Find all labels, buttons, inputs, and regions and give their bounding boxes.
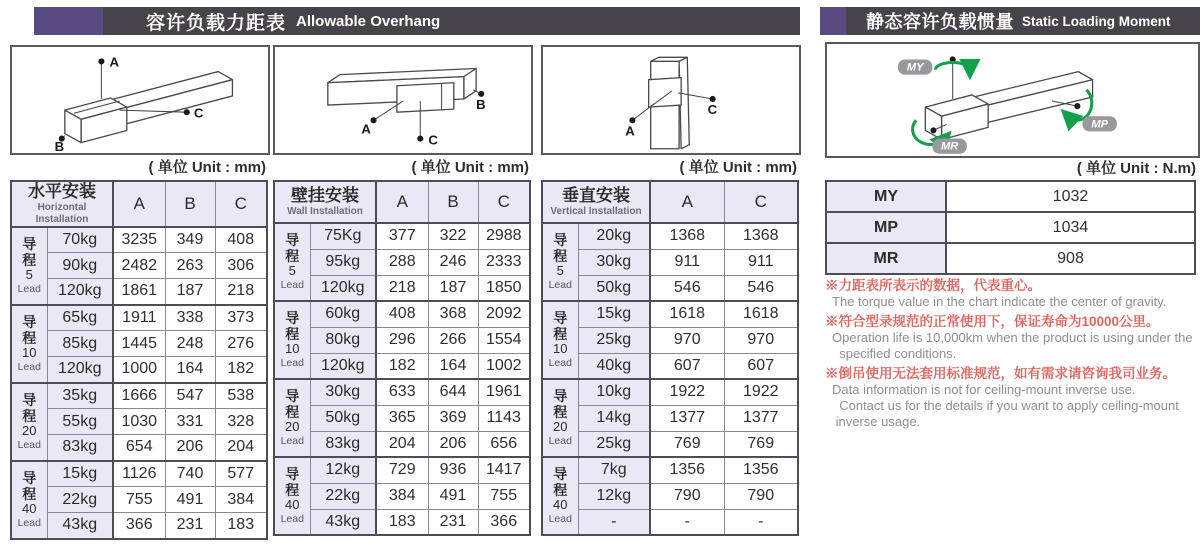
value-cell: 1618: [650, 301, 724, 327]
table-title-zh: 水平安装: [28, 182, 96, 201]
value-cell: 1554: [478, 327, 530, 353]
table-row: [11, 487, 267, 513]
lead-20-cell: 导程 20 Lead: [542, 379, 578, 457]
value-cell: 547: [165, 383, 215, 409]
value-cell: 296: [376, 327, 428, 353]
load-cell: 95kg: [310, 249, 376, 275]
load-cell: 30kg: [310, 379, 376, 405]
lead-5-cell: 导程 5 Lead: [274, 223, 310, 301]
unit-label-mm-3: ( 单位 Unit : mm): [679, 159, 797, 176]
value-cell: 755: [478, 483, 530, 509]
value-cell: 1618: [724, 301, 798, 327]
value-cell: 911: [650, 249, 724, 275]
note-chinese: ※倒吊使用无法套用标准规范，如有需求请咨询我司业务。: [825, 366, 1176, 381]
header-title-zh: 静态容许负载惯量: [866, 12, 1014, 32]
load-cell: 75Kg: [310, 223, 376, 249]
static-moment-diagram: [827, 44, 1198, 156]
load-cell: 120kg: [47, 357, 113, 383]
value-cell: 607: [650, 353, 724, 379]
moment-value: 908: [946, 243, 1195, 274]
note-chinese: ※力距表所表示的数据，代表重心。: [825, 278, 1041, 293]
value-cell: 538: [215, 383, 267, 409]
value-cell: 276: [215, 331, 267, 357]
load-cell: 120kg: [47, 279, 113, 305]
static-moment-table: [825, 180, 1196, 275]
horizontal-table-container: [10, 180, 266, 540]
load-cell: 20kg: [578, 223, 650, 249]
value-cell: 408: [376, 301, 428, 327]
value-cell: 266: [428, 327, 478, 353]
table-title-en: Horizontal Installation: [35, 201, 89, 225]
value-cell: 187: [165, 279, 215, 305]
point-c-dot: [710, 96, 716, 102]
lead-5-cell: 导程 5 Lead: [11, 227, 47, 305]
table-row: [542, 405, 798, 431]
value-cell: 1143: [478, 405, 530, 431]
col-header-a: A: [113, 181, 165, 227]
value-cell: -: [724, 509, 798, 535]
table-row: [274, 223, 530, 249]
load-cell: 120kg: [310, 275, 376, 301]
value-cell: 2482: [113, 253, 165, 279]
table-row: [542, 431, 798, 457]
value-cell: 182: [215, 357, 267, 383]
load-cell: 70kg: [47, 227, 113, 253]
value-cell: 2988: [478, 223, 530, 249]
section-header-static-moment: [820, 7, 1200, 35]
value-cell: 218: [215, 279, 267, 305]
horizontal-installation-table: [10, 180, 268, 540]
col-header-c: C: [724, 181, 798, 223]
value-cell: 1911: [113, 305, 165, 331]
load-cell: 22kg: [47, 487, 113, 513]
value-cell: 206: [165, 435, 215, 461]
value-cell: 769: [724, 431, 798, 457]
value-cell: 384: [215, 487, 267, 513]
value-cell: 231: [428, 509, 478, 535]
unit-label-mm-2: ( 单位 Unit : mm): [411, 159, 529, 176]
table-row: [274, 275, 530, 301]
value-cell: 373: [215, 305, 267, 331]
note-english: Operation life is 10,000km when the product is using under the: [832, 330, 1193, 345]
value-cell: 1961: [478, 379, 530, 405]
value-cell: 377: [376, 223, 428, 249]
value-cell: 970: [650, 327, 724, 353]
value-cell: 248: [165, 331, 215, 357]
load-cell: 14kg: [578, 405, 650, 431]
unit-label-nm: ( 单位 Unit : N.m): [1076, 160, 1196, 177]
table-title: [11, 181, 113, 227]
lead-10-cell: 导程 10 Lead: [11, 305, 47, 383]
value-cell: 338: [165, 305, 215, 331]
col-header-c: C: [215, 181, 267, 227]
table-title-en: Wall Installation: [287, 205, 363, 217]
table-title: [274, 181, 376, 223]
header-bar: [38, 7, 800, 35]
value-cell: 164: [428, 353, 478, 379]
value-cell: 3235: [113, 227, 165, 253]
load-cell: 83kg: [47, 435, 113, 461]
table-row: [274, 353, 530, 379]
load-cell: 7kg: [578, 457, 650, 483]
accent-block: [34, 7, 103, 35]
label-a: A: [625, 123, 635, 139]
table-row: [11, 279, 267, 305]
load-cell: 80kg: [310, 327, 376, 353]
table-row: [274, 327, 530, 353]
my-badge-label: MY: [906, 61, 924, 74]
label-c: C: [193, 105, 204, 121]
table-row: [542, 483, 798, 509]
horizontal-install-diagram: [12, 47, 268, 153]
table-row: [274, 379, 530, 405]
value-cell: 546: [724, 275, 798, 301]
value-cell: 204: [376, 431, 428, 457]
table-row: [11, 357, 267, 383]
table-row: [542, 509, 798, 535]
lead-10-cell: 导程 10 Lead: [542, 301, 578, 379]
table-row: [11, 383, 267, 409]
point-c-dot: [417, 136, 423, 142]
value-cell: 369: [428, 405, 478, 431]
value-cell: 183: [215, 513, 267, 539]
unit-label-mm-1: ( 单位 Unit : mm): [148, 159, 266, 176]
value-cell: 384: [376, 483, 428, 509]
value-cell: 246: [428, 249, 478, 275]
value-cell: 366: [478, 509, 530, 535]
load-cell: 90kg: [47, 253, 113, 279]
load-cell: 65kg: [47, 305, 113, 331]
value-cell: 790: [724, 483, 798, 509]
accent-block: [820, 7, 846, 35]
point-a-dot: [98, 58, 104, 64]
value-cell: 1356: [724, 457, 798, 483]
label-c: C: [707, 102, 718, 118]
lead-5-cell: 导程 5 Lead: [542, 223, 578, 301]
table-row: [11, 435, 267, 461]
value-cell: 365: [376, 405, 428, 431]
value-cell: 322: [428, 223, 478, 249]
load-cell: 10kg: [578, 379, 650, 405]
table-title-zh: 壁挂安装: [291, 186, 359, 206]
moment-value: 1032: [946, 181, 1195, 212]
value-cell: 1368: [650, 223, 724, 249]
value-cell: 970: [724, 327, 798, 353]
value-cell: 729: [376, 457, 428, 483]
table-row: [274, 405, 530, 431]
load-cell: 35kg: [47, 383, 113, 409]
section-header-allowable-overhang: [34, 7, 800, 35]
value-cell: 1126: [113, 461, 165, 487]
lead-20-cell: 导程 20 Lead: [11, 383, 47, 461]
note-english: The torque value in the chart indicate the center of gravity.: [832, 294, 1167, 309]
label-a: A: [109, 54, 120, 70]
point-c-dot: [184, 109, 190, 115]
load-cell: 50kg: [578, 275, 650, 301]
point-a-dot: [629, 117, 635, 123]
value-cell: 1356: [650, 457, 724, 483]
value-cell: 328: [215, 409, 267, 435]
horizontal-diagram-box: [10, 45, 270, 155]
table-row: [11, 461, 267, 487]
header-bar: [826, 7, 1200, 35]
load-cell: 85kg: [47, 331, 113, 357]
load-cell: -: [578, 509, 650, 535]
value-cell: 408: [215, 227, 267, 253]
value-cell: 1417: [478, 457, 530, 483]
value-cell: 644: [428, 379, 478, 405]
vertical-installation-table: [541, 180, 799, 536]
lead-20-cell: 导程 20 Lead: [274, 379, 310, 457]
table-row: [542, 275, 798, 301]
lead-40-cell: 导程 40 Lead: [274, 457, 310, 535]
moment-label: MP: [826, 212, 946, 243]
table-row: [11, 513, 267, 539]
notes: [825, 274, 1197, 430]
value-cell: 1368: [724, 223, 798, 249]
value-cell: 204: [215, 435, 267, 461]
value-cell: 368: [428, 301, 478, 327]
table-row: [542, 249, 798, 275]
label-b: B: [476, 97, 486, 113]
point-b-dot: [478, 91, 484, 97]
value-cell: 656: [478, 431, 530, 457]
value-cell: 1445: [113, 331, 165, 357]
value-cell: 755: [113, 487, 165, 513]
value-cell: 288: [376, 249, 428, 275]
wall-installation-table: [273, 180, 531, 536]
value-cell: 491: [428, 483, 478, 509]
value-cell: 491: [165, 487, 215, 513]
load-cell: 25kg: [578, 327, 650, 353]
load-cell: 22kg: [310, 483, 376, 509]
value-cell: 2333: [478, 249, 530, 275]
table-row: [826, 212, 1195, 243]
moment-label: MY: [826, 181, 946, 212]
table-row: [826, 181, 1195, 212]
header-title-en: Static Loading Moment: [1022, 13, 1171, 29]
header-title-en: Allowable Overhang: [296, 12, 441, 30]
value-cell: 206: [428, 431, 478, 457]
value-cell: 306: [215, 253, 267, 279]
wall-table-container: [273, 180, 529, 536]
value-cell: 936: [428, 457, 478, 483]
value-cell: 577: [215, 461, 267, 487]
label-b: B: [54, 138, 65, 153]
vertical-diagram-box: [541, 45, 801, 155]
value-cell: 1666: [113, 383, 165, 409]
mp-badge-label: MP: [1091, 118, 1109, 131]
table-title-en: Vertical Installation: [550, 205, 642, 217]
note-english: Contact us for the details if you want to apply ceiling-mount: [832, 398, 1179, 413]
value-cell: 182: [376, 353, 428, 379]
value-cell: 1377: [724, 405, 798, 431]
table-row: [542, 301, 798, 327]
value-cell: 607: [724, 353, 798, 379]
value-cell: 187: [428, 275, 478, 301]
value-cell: 1922: [650, 379, 724, 405]
note-chinese: ※符合型录规范的正常使用下，保证寿命为10000公里。: [825, 314, 1160, 329]
value-cell: -: [650, 509, 724, 535]
value-cell: 1850: [478, 275, 530, 301]
col-header-b: B: [165, 181, 215, 227]
table-row: [274, 457, 530, 483]
load-cell: 60kg: [310, 301, 376, 327]
table-row: [11, 253, 267, 279]
col-header-c: C: [478, 181, 530, 223]
table-row: [542, 223, 798, 249]
label-c: C: [428, 132, 438, 148]
load-cell: 55kg: [47, 409, 113, 435]
value-cell: 769: [650, 431, 724, 457]
table-row: [274, 509, 530, 535]
value-cell: 1000: [113, 357, 165, 383]
vertical-table-container: [541, 180, 797, 536]
lead-40-cell: 导程 40 Lead: [11, 461, 47, 539]
label-a: A: [361, 121, 371, 137]
table-row: [542, 457, 798, 483]
value-cell: 231: [165, 513, 215, 539]
moment-diagram-box: [825, 42, 1200, 158]
load-cell: 12kg: [578, 483, 650, 509]
value-cell: 1861: [113, 279, 165, 305]
wall-install-diagram: [275, 47, 531, 153]
mr-badge-label: MR: [940, 140, 959, 153]
value-cell: 1030: [113, 409, 165, 435]
note-english: specified conditions.: [832, 346, 957, 361]
load-cell: 50kg: [310, 405, 376, 431]
table-row: [542, 379, 798, 405]
value-cell: 1922: [724, 379, 798, 405]
value-cell: 546: [650, 275, 724, 301]
value-cell: 183: [376, 509, 428, 535]
header-title-zh: 容许负载力距表: [146, 12, 287, 34]
value-cell: 633: [376, 379, 428, 405]
lead-40-cell: 导程 40 Lead: [542, 457, 578, 535]
load-cell: 30kg: [578, 249, 650, 275]
value-cell: 164: [165, 357, 215, 383]
table-row: [542, 353, 798, 379]
load-cell: 43kg: [310, 509, 376, 535]
value-cell: 911: [724, 249, 798, 275]
table-title-zh: 垂直安装: [562, 186, 630, 206]
value-cell: 654: [113, 435, 165, 461]
table-row: [542, 327, 798, 353]
table-row: [11, 305, 267, 331]
table-row: [11, 409, 267, 435]
vertical-install-diagram: [543, 47, 799, 153]
value-cell: 740: [165, 461, 215, 487]
moment-label: MR: [826, 243, 946, 274]
table-row: [274, 431, 530, 457]
load-cell: 120kg: [310, 353, 376, 379]
note-english: Data information is not for ceiling-mount inverse use.: [832, 382, 1136, 397]
value-cell: 218: [376, 275, 428, 301]
value-cell: 1002: [478, 353, 530, 379]
load-cell: 40kg: [578, 353, 650, 379]
load-cell: 15kg: [578, 301, 650, 327]
col-header-a: A: [650, 181, 724, 223]
value-cell: 790: [650, 483, 724, 509]
value-cell: 1377: [650, 405, 724, 431]
table-row: [274, 483, 530, 509]
load-cell: 43kg: [47, 513, 113, 539]
col-header-a: A: [376, 181, 428, 223]
value-cell: 263: [165, 253, 215, 279]
table-row: [274, 249, 530, 275]
value-cell: 331: [165, 409, 215, 435]
point-a-dot: [370, 117, 376, 123]
load-cell: 15kg: [47, 461, 113, 487]
col-header-b: B: [428, 181, 478, 223]
lead-10-cell: 导程 10 Lead: [274, 301, 310, 379]
value-cell: 2092: [478, 301, 530, 327]
table-row: [11, 227, 267, 253]
value-cell: 366: [113, 513, 165, 539]
moment-table-container: [825, 180, 1196, 275]
wall-diagram-box: [273, 45, 533, 155]
table-row: [11, 331, 267, 357]
load-cell: 83kg: [310, 431, 376, 457]
table-title: [542, 181, 650, 223]
value-cell: 349: [165, 227, 215, 253]
load-cell: 25kg: [578, 431, 650, 457]
moment-value: 1034: [946, 212, 1195, 243]
table-row: [826, 243, 1195, 274]
load-cell: 12kg: [310, 457, 376, 483]
note-english: inverse usage.: [832, 414, 921, 429]
table-row: [274, 301, 530, 327]
